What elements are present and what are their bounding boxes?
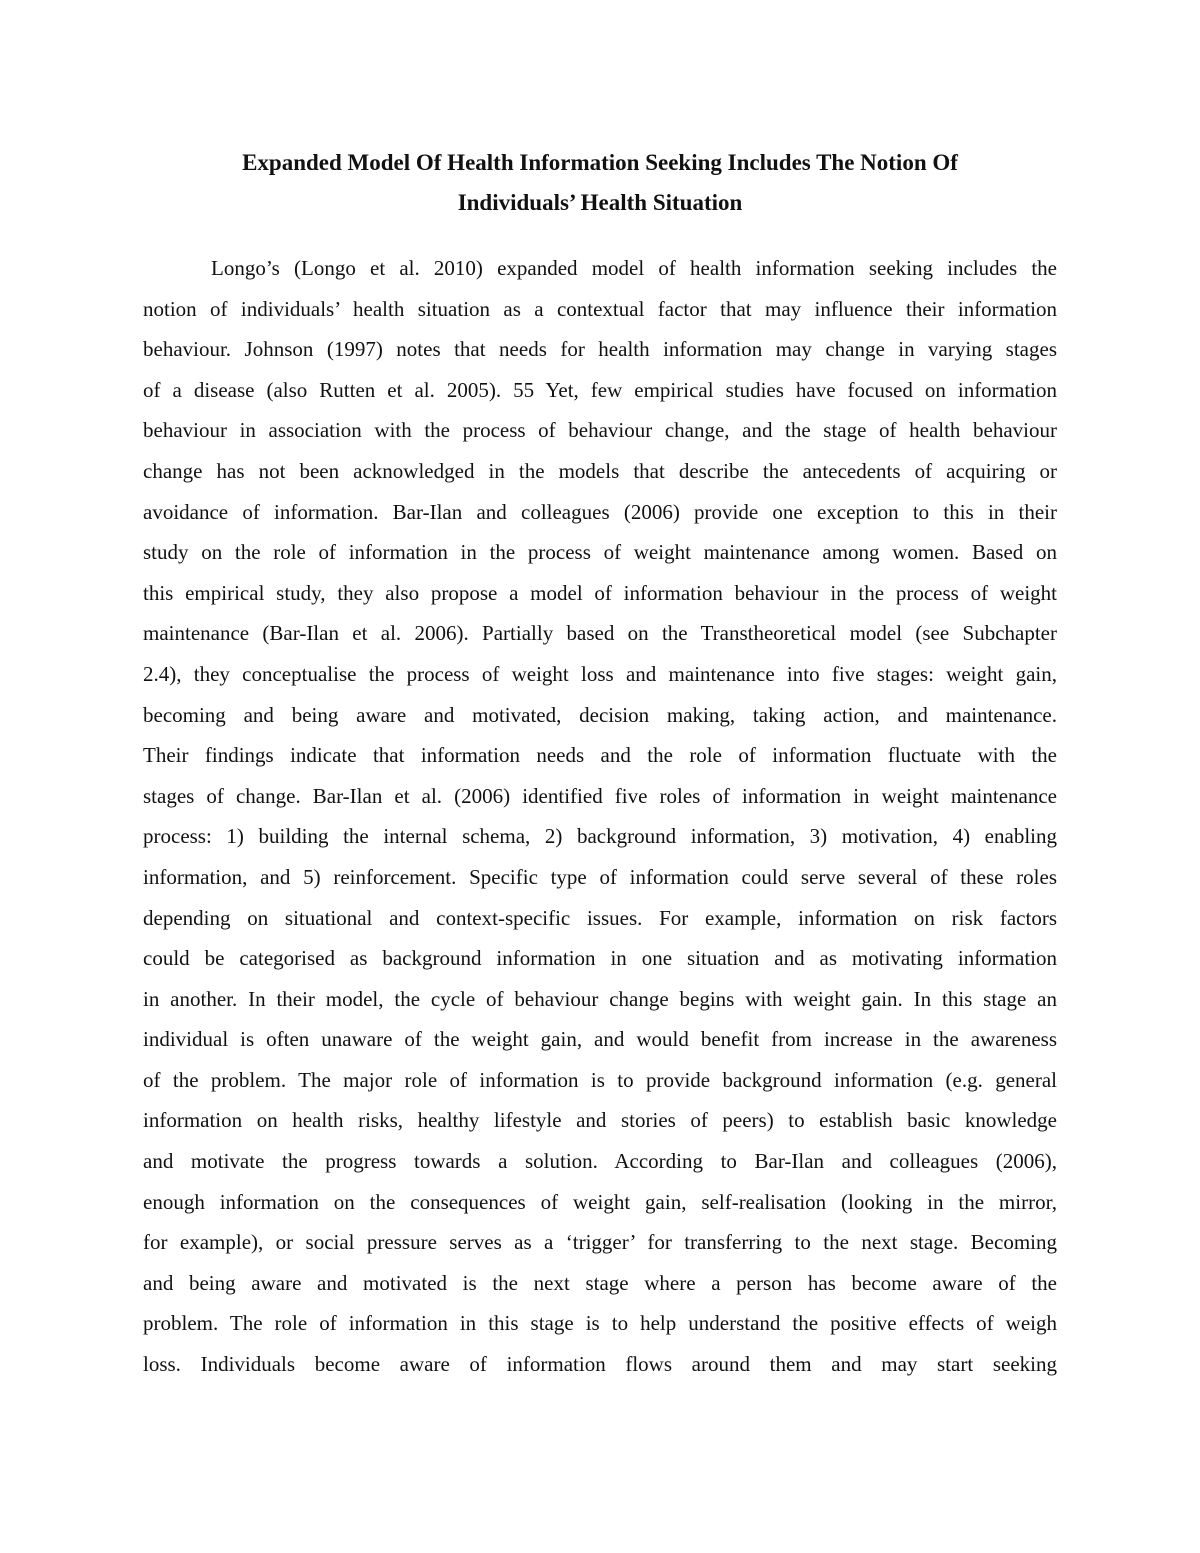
body-paragraph [143, 248, 1057, 1385]
paragraph-line: notion of individuals’ health situation as a contextual factor that may influence their information [143, 296, 1057, 321]
paragraph-line: 2.4), they conceptualise the process of weight loss and maintenance into five stages: weight gain, [143, 661, 1057, 686]
paragraph-line: enough information on the consequences of weight gain, self-realisation (looking in the mirror, [143, 1189, 1057, 1214]
paragraph-line: becoming and being aware and motivated, decision making, taking action, and maintenance. [143, 702, 1057, 727]
title-line: Expanded Model Of Health Information Seeking Includes The Notion Of [242, 150, 958, 175]
paragraph-line: behaviour. Johnson (1997) notes that needs for health information may change in varying stages [143, 337, 1057, 362]
paragraph-line: problem. The role of information in this stage is to help understand the positive effects of weigh [143, 1311, 1057, 1336]
paragraph-line: behaviour in association with the process of behaviour change, and the stage of health behaviour [143, 418, 1057, 443]
paragraph-line: information on health risks, healthy lifestyle and stories of peers) to establish basic knowledge [143, 1108, 1057, 1133]
paragraph-line: study on the role of information in the process of weight maintenance among women. Based on [143, 540, 1057, 565]
paragraph-line: process: 1) building the internal schema, 2) background information, 3) motivation, 4) enabling [143, 824, 1057, 849]
paragraph-line: depending on situational and context-specific issues. For example, information on risk factors [143, 905, 1057, 930]
paragraph-line: of a disease (also Rutten et al. 2005). 55 Yet, few empirical studies have focused on information [143, 377, 1057, 402]
document-title [140, 143, 1060, 223]
paragraph-line: this empirical study, they also propose a model of information behaviour in the process of weight [143, 580, 1057, 605]
paragraph-line: individual is often unaware of the weight gain, and would benefit from increase in the awareness [143, 1027, 1057, 1052]
paragraph-line: of the problem. The major role of information is to provide background information (e.g. general [143, 1067, 1057, 1092]
paragraph-line: Their findings indicate that information needs and the role of information fluctuate with the [143, 743, 1057, 768]
paragraph-line: and being aware and motivated is the next stage where a person has become aware of the [143, 1270, 1057, 1295]
paragraph-line: Longo’s (Longo et al. 2010) expanded model of health information seeking includes the [211, 256, 1057, 280]
paragraph-line: avoidance of information. Bar-Ilan and colleagues (2006) provide one exception to this in their [143, 499, 1057, 524]
paragraph-line: information, and 5) reinforcement. Specific type of information could serve several of these roles [143, 864, 1057, 889]
title-line: Individuals’ Health Situation [457, 190, 743, 215]
paragraph-line: change has not been acknowledged in the models that describe the antecedents of acquiring or [143, 458, 1057, 483]
paragraph-line: for example), or social pressure serves as a ‘trigger’ for transferring to the next stage. Becoming [143, 1230, 1057, 1255]
paragraph-line: loss. Individuals become aware of information flows around them and may start seeking [143, 1352, 1057, 1377]
paragraph-line: and motivate the progress towards a solution. According to Bar-Ilan and colleagues (2006), [143, 1149, 1057, 1174]
paragraph-line: maintenance (Bar-Ilan et al. 2006). Partially based on the Transtheoretical model (see Subchapter [143, 621, 1057, 646]
paragraph-line: in another. In their model, the cycle of behaviour change begins with weight gain. In this stage an [143, 986, 1057, 1011]
paragraph-line: could be categorised as background information in one situation and as motivating information [143, 946, 1057, 971]
paragraph-line: stages of change. Bar-Ilan et al. (2006) identified five roles of information in weight maintenance [143, 783, 1057, 808]
